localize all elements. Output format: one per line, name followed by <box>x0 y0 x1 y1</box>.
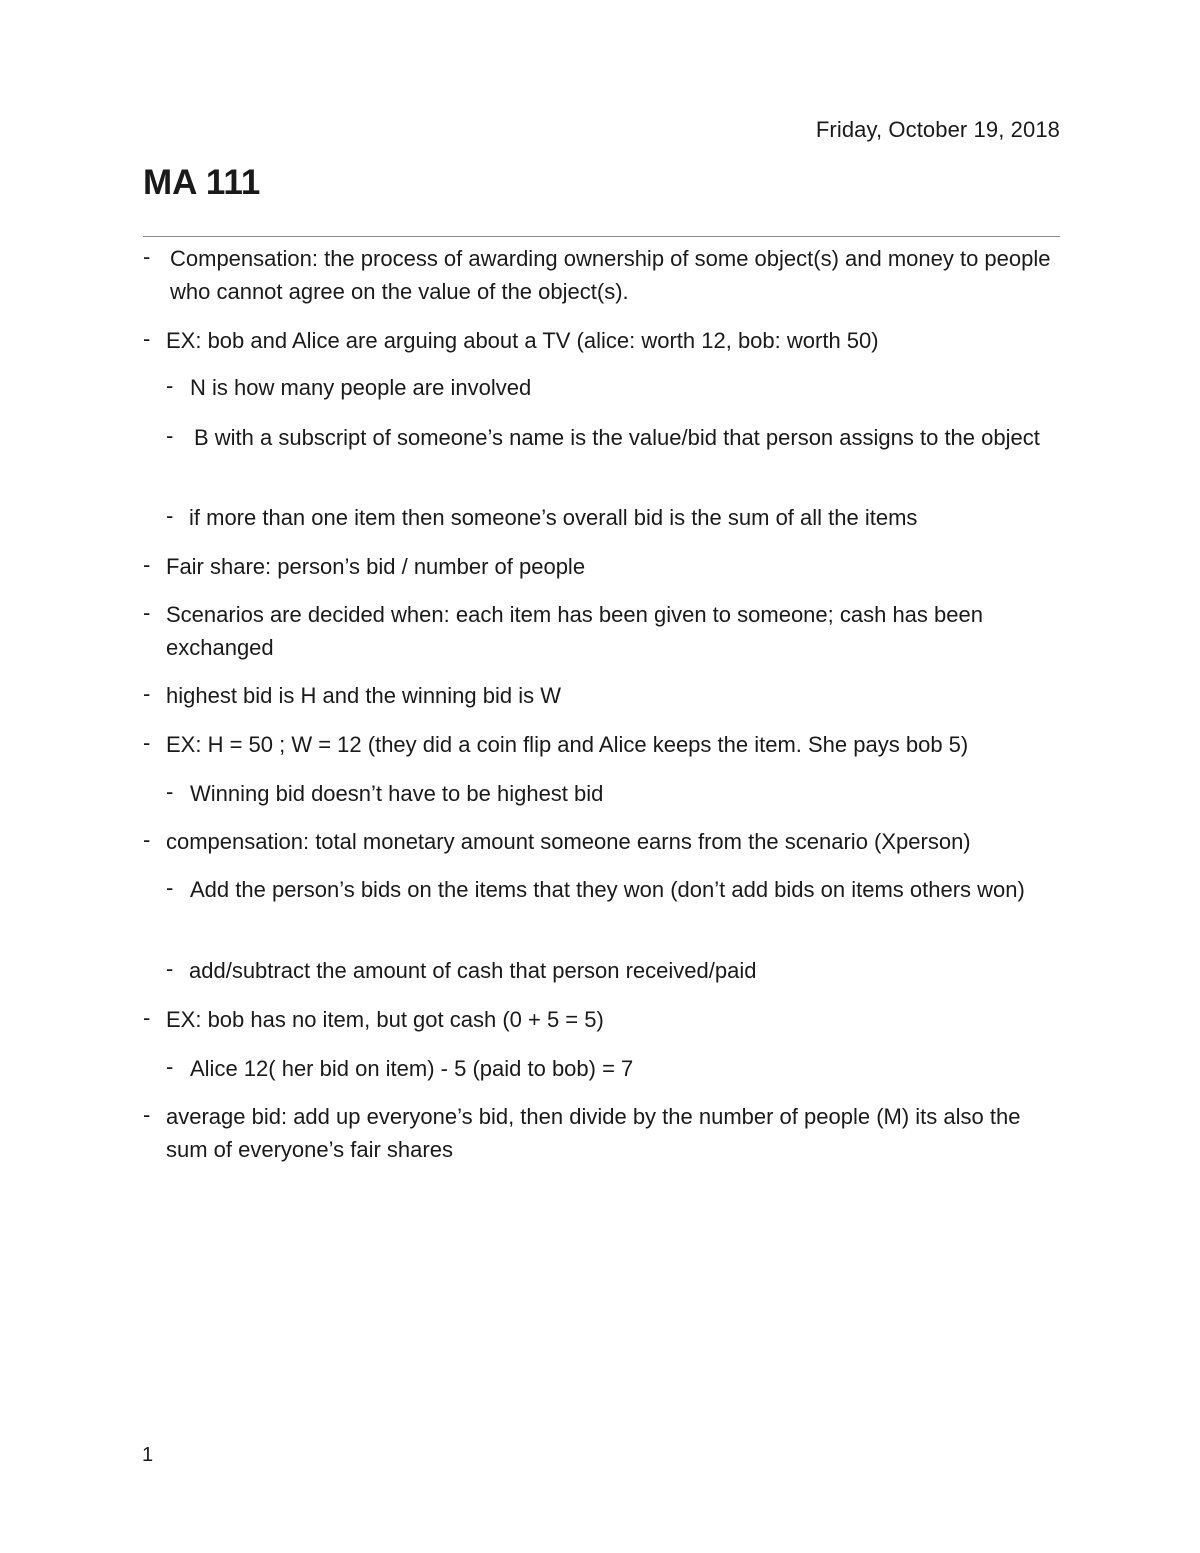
note-subitem-overall-bid <box>166 501 1062 534</box>
note-item-scenarios <box>143 598 1062 664</box>
note-text: Fair share: person’s bid / number of people <box>166 554 586 579</box>
note-subitem-b-subscript <box>166 421 1062 454</box>
bullet-dash: - <box>166 1054 174 1079</box>
bullet-dash: - <box>143 827 151 852</box>
note-text: highest bid is H and the winning bid is W <box>166 683 561 708</box>
note-text: Scenarios are decided when: each item has been given to someone; cash has been exchanged <box>166 602 983 660</box>
note-text: EX: H = 50 ; W = 12 (they did a coin flip and Alice keeps the item. She pays bob 5) <box>166 732 969 757</box>
note-item-average-bid <box>143 1100 1062 1166</box>
bullet-dash: - <box>166 373 174 398</box>
bullet-dash: - <box>166 956 174 981</box>
bullet-dash: - <box>143 552 151 577</box>
note-text: Add the person’s bids on the items that they won (don’t add bids on items others won) <box>190 877 1025 902</box>
title-divider <box>143 236 1060 237</box>
note-subitem-n-people <box>166 371 1062 404</box>
note-text: EX: bob and Alice are arguing about a TV (alice: worth 12, bob: worth 50) <box>166 328 879 353</box>
note-text: B with a subscript of someone’s name is the value/bid that person assigns to the object <box>194 425 1040 450</box>
bullet-dash: - <box>143 244 151 269</box>
note-text: add/subtract the amount of cash that person received/paid <box>189 958 757 983</box>
note-subitem-winning-bid <box>166 777 1062 810</box>
bullet-dash: - <box>143 1102 151 1127</box>
note-item-example-tv <box>143 324 1062 357</box>
bullet-dash: - <box>143 681 151 706</box>
note-subitem-cash <box>166 954 1062 987</box>
bullet-dash: - <box>143 326 151 351</box>
bullet-dash: - <box>166 875 174 900</box>
note-item-highest-winning-bid <box>143 679 1062 712</box>
note-item-fair-share <box>143 550 1062 583</box>
bullet-dash: - <box>166 423 174 448</box>
note-text: EX: bob has no item, but got cash (0 + 5 = 5) <box>166 1007 604 1032</box>
note-text: compensation: total monetary amount someone earns from the scenario (Xperson) <box>166 829 971 854</box>
note-item-example-bob-cash <box>143 1003 1062 1036</box>
bullet-dash: - <box>166 779 174 804</box>
page-number: 1 <box>142 1444 154 1466</box>
note-text: Compensation: the process of awarding ownership of some object(s) and money to people who cannot agree on the value of the object(s). <box>170 246 1051 304</box>
note-subitem-alice-calc <box>166 1052 1062 1085</box>
document-date: Friday, October 19, 2018 <box>815 117 1060 142</box>
note-text: Winning bid doesn’t have to be highest bid <box>190 781 604 806</box>
note-text: N is how many people are involved <box>190 375 532 400</box>
document-title: MA 111 <box>143 163 261 202</box>
bullet-dash: - <box>143 1005 151 1030</box>
bullet-dash: - <box>143 600 151 625</box>
note-text: if more than one item then someone’s overall bid is the sum of all the items <box>189 505 918 530</box>
bullet-dash: - <box>143 730 151 755</box>
bullet-dash: - <box>166 503 174 528</box>
note-subitem-add-bids <box>166 873 1062 906</box>
note-text: average bid: add up everyone’s bid, then divide by the number of people (M) its also the sum of everyone’s fair shares <box>166 1104 1021 1162</box>
note-item-compensation-definition <box>143 242 1062 308</box>
note-item-compensation-amount <box>143 825 1062 858</box>
note-text: Alice 12( her bid on item) - 5 (paid to bob) = 7 <box>190 1056 634 1081</box>
note-item-example-coin-flip <box>143 728 1062 761</box>
